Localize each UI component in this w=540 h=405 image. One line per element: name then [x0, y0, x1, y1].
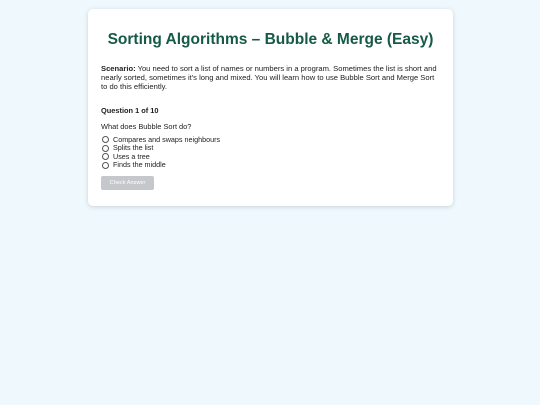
option-label: Splits the list	[113, 143, 154, 153]
radio-button[interactable]	[102, 136, 109, 143]
option-finds-middle[interactable]	[101, 161, 440, 170]
option-splits-list[interactable]	[101, 144, 440, 153]
option-label: Uses a tree	[113, 151, 150, 161]
quiz-card	[88, 9, 453, 206]
radio-button[interactable]	[102, 145, 109, 152]
page-title: Sorting Algorithms – Bubble & Merge (Easy)	[107, 31, 434, 48]
check-answer-button[interactable]: Check Answer	[101, 176, 154, 190]
question-text: What does Bubble Sort do?	[101, 121, 192, 131]
scenario-label: Scenario:	[101, 64, 136, 73]
scenario-text	[101, 64, 440, 92]
answer-options	[101, 136, 440, 170]
radio-button[interactable]	[102, 153, 109, 160]
option-label: Compares and swaps neighbours	[113, 134, 221, 144]
option-label: Finds the middle	[113, 160, 166, 170]
radio-button[interactable]	[102, 162, 109, 169]
question-number: Question 1 of 10	[101, 105, 159, 115]
scenario-body: You need to sort a list of names or numbers in a program. Sometimes the list is short and nearly sorted, sometimes it's long and mixed. You will learn how to use Bubble Sort and Merge Sort to do this efficiently.	[101, 64, 437, 92]
